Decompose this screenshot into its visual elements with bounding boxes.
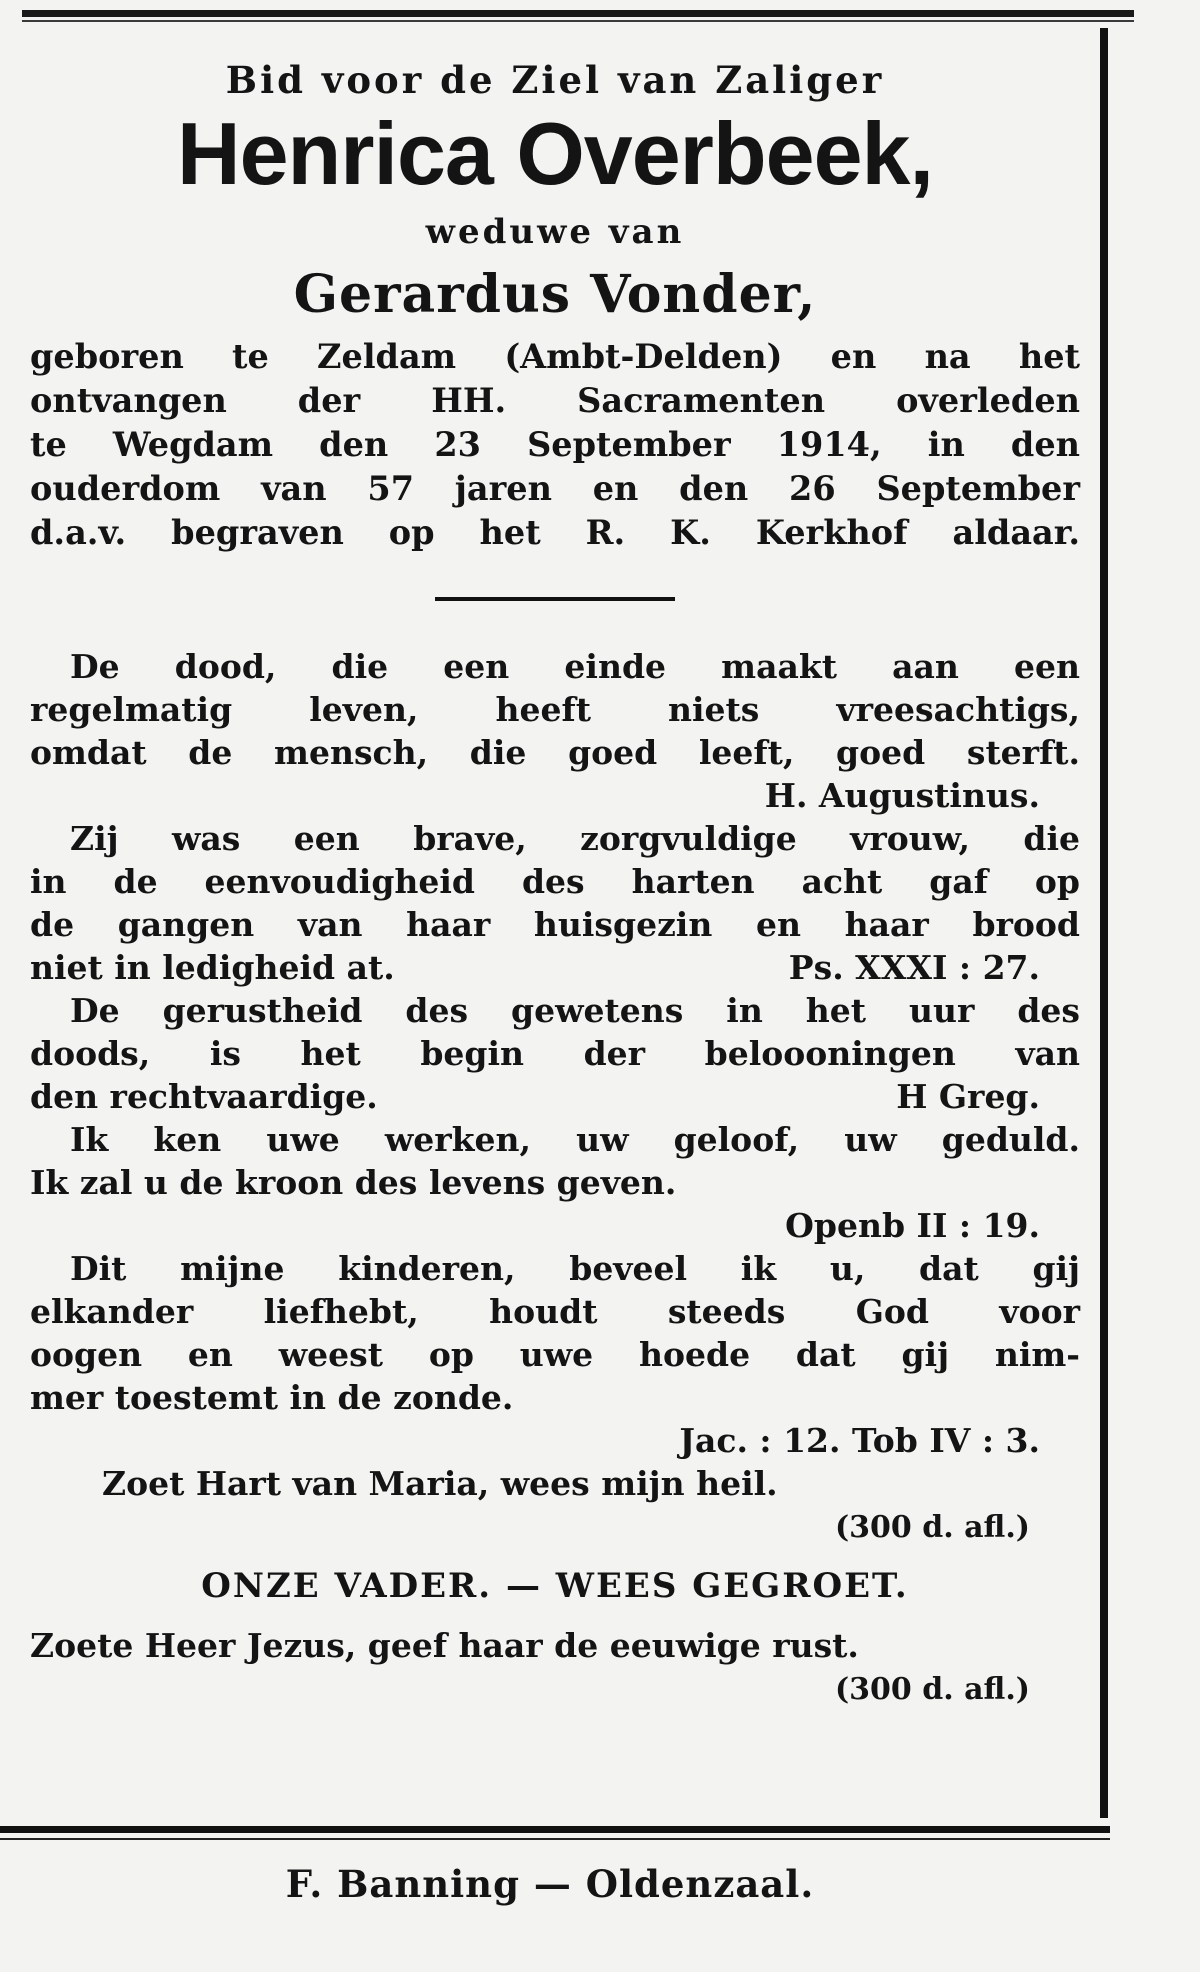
- biography: [30, 335, 1080, 555]
- bottom-border-thin-rule: [0, 1838, 1110, 1840]
- top-border-thin-rule: [22, 20, 1134, 22]
- verse-line: doods, is het begin der beloooningen van: [30, 1034, 1080, 1073]
- verse-line: Ik ken uwe werken, uw geloof, uw geduld.: [70, 1120, 1080, 1159]
- verse-last-line: [30, 946, 1080, 989]
- verse-line: mer toestemt in de zonde.: [30, 1378, 514, 1417]
- printer-credit: F. Banning — Oldenzaal.: [285, 1862, 815, 1906]
- verses-section: [30, 645, 1080, 1462]
- verse-reference: H Greg.: [896, 1077, 1040, 1116]
- biography-line: ontvangen der HH. Sacramenten overleden: [30, 381, 1080, 420]
- verse-line: de gangen van haar huisgezin en haar brood: [30, 905, 1080, 944]
- relation-text: weduwe van: [425, 212, 685, 252]
- verse-line: Zij was een brave, zorgvuldige vrouw, die: [70, 819, 1080, 858]
- verse-line: den rechtvaardige.: [30, 1077, 378, 1116]
- verse-line: regelmatig leven, heeft niets vreesachtigs,: [30, 690, 1080, 729]
- indulgence-note: (300 d. afl.): [834, 1672, 1030, 1707]
- spouse-name: Gerardus Vonder,: [293, 264, 817, 325]
- prayer-line: Zoet Hart van Maria, wees mijn heil.: [102, 1464, 778, 1503]
- verse-line: oogen en weest op uwe hoede dat gij nim-: [30, 1335, 1080, 1374]
- biography-line: te Wegdam den 23 September 1914, in den: [30, 425, 1080, 464]
- prayer-line: ONZE VADER. — WEES GEGROET.: [201, 1566, 909, 1606]
- biography-line: d.a.v. begraven op het R. K. Kerkhof aldaar.: [30, 513, 1080, 552]
- verse-reference: Openb II : 19.: [785, 1206, 1040, 1245]
- bottom-border-rule: [0, 1826, 1110, 1833]
- verse-reference: Jac. : 12. Tob IV : 3.: [679, 1421, 1040, 1460]
- verse-line: De gerustheid des gewetens in het uur des: [70, 991, 1080, 1030]
- top-border-rule: [22, 10, 1134, 17]
- verse-reference: Ps. XXXI : 27.: [788, 948, 1040, 987]
- prayer-line: Zoete Heer Jezus, geef haar de eeuwige rust.: [30, 1626, 859, 1665]
- verse-reference: H. Augustinus.: [764, 776, 1040, 815]
- verse-line: elkander liefhebt, houdt steeds God voor: [30, 1292, 1080, 1331]
- memorial-card-body: [30, 52, 1080, 1712]
- verse-line: in de eenvoudigheid des harten acht gaf op: [30, 862, 1080, 901]
- verse-line: Dit mijne kinderen, beveel ik u, dat gij: [70, 1249, 1080, 1288]
- verse-line: De dood, die een einde maakt aan een: [70, 647, 1080, 686]
- verse-line: omdat de mensch, die goed leeft, goed sterft.: [30, 733, 1080, 772]
- section-divider: [435, 597, 675, 601]
- prayers-section: [30, 1462, 1080, 1712]
- deceased-name: Henrica Overbeek,: [177, 104, 933, 203]
- biography-line: geboren te Zeldam (Ambt-Delden) en na het: [30, 337, 1080, 376]
- verse-last-line: [30, 1075, 1080, 1118]
- right-border-rule: [1100, 28, 1108, 1818]
- verse-line: niet in ledigheid at.: [30, 948, 395, 987]
- heading: Bid voor de Ziel van Zaliger: [225, 58, 885, 102]
- biography-line: ouderdom van 57 jaren en den 26 September: [30, 469, 1080, 508]
- indulgence-note: (300 d. afl.): [834, 1510, 1030, 1545]
- verse-line: Ik zal u de kroon des levens geven.: [30, 1163, 677, 1202]
